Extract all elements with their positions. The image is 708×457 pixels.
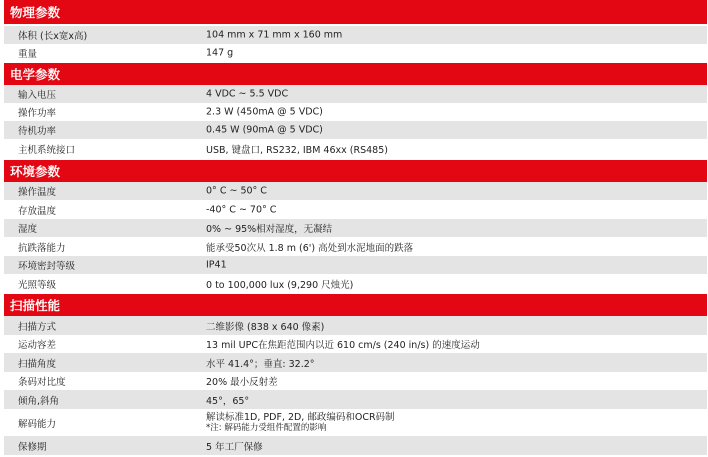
spec-row bbox=[4, 121, 707, 139]
spec-label: 倾角,斜角 bbox=[18, 395, 60, 407]
spec-value: 5 年工厂保修 bbox=[206, 441, 263, 453]
spec-row bbox=[4, 372, 707, 390]
spec-label: 主机系统接口 bbox=[18, 144, 76, 156]
spec-label: 操作温度 bbox=[18, 187, 57, 198]
spec-label: 扫描角度 bbox=[18, 358, 57, 370]
spec-label: 解码能力 bbox=[18, 418, 57, 430]
spec-row bbox=[4, 219, 707, 237]
spec-label: 运动容差 bbox=[18, 340, 57, 351]
spec-row bbox=[4, 409, 707, 436]
spec-value: 4 VDC ~ 5.5 VDC bbox=[206, 88, 289, 100]
spec-value: 104 mm x 71 mm x 160 mm bbox=[206, 29, 343, 41]
spec-label: 光照等级 bbox=[18, 279, 57, 291]
spec-value: 2.3 W (450mA @ 5 VDC) bbox=[206, 106, 323, 118]
spec-label: 重量 bbox=[18, 49, 38, 60]
section-header-environmental bbox=[4, 160, 707, 182]
spec-value: 二维影像 (838 x 640 像素) bbox=[206, 321, 325, 333]
spec-row bbox=[4, 237, 707, 256]
spec-row bbox=[4, 200, 707, 219]
spec-row bbox=[4, 274, 707, 293]
spec-row bbox=[4, 103, 707, 121]
spec-value-main: 解读标准1D, PDF, 2D, 邮政编码和OCR码制 bbox=[206, 411, 395, 423]
spec-value: 147 g bbox=[206, 47, 234, 59]
section-header-electrical bbox=[4, 63, 707, 85]
spec-value: 0 to 100,000 lux (9,290 尺烛光) bbox=[206, 279, 354, 291]
spec-label: 湿度 bbox=[18, 224, 38, 235]
spec-row bbox=[4, 44, 707, 62]
spec-label: 输入电压 bbox=[18, 90, 57, 101]
section-header-performance bbox=[4, 294, 707, 316]
spec-label: 抗跌落能力 bbox=[18, 242, 66, 254]
spec-row bbox=[4, 390, 707, 409]
spec-value: 0° C ~ 50° C bbox=[206, 185, 267, 197]
spec-value: 20% 最小反射差 bbox=[206, 377, 278, 388]
spec-label: 操作功率 bbox=[18, 108, 57, 119]
spec-row bbox=[4, 436, 707, 455]
spec-value: 0.45 W (90mA @ 5 VDC) bbox=[206, 124, 323, 136]
spec-value bbox=[206, 412, 395, 434]
spec-label: 扫描方式 bbox=[18, 321, 57, 333]
spec-row bbox=[4, 353, 707, 372]
section-title: 物理参数 bbox=[10, 5, 61, 20]
spec-value: IP41 bbox=[206, 259, 227, 271]
spec-value-note: *注: 解码能力受组件配置的影响 bbox=[206, 422, 327, 433]
spec-label: 存放温度 bbox=[18, 205, 57, 217]
spec-row bbox=[4, 85, 707, 103]
spec-row bbox=[4, 139, 707, 158]
section-title: 扫描性能 bbox=[10, 298, 61, 313]
spec-row bbox=[4, 182, 707, 200]
section-title: 电学参数 bbox=[10, 67, 61, 82]
spec-label: 待机功率 bbox=[18, 126, 57, 137]
spec-row bbox=[4, 26, 707, 44]
spec-value: 0% ~ 95%相对湿度，无凝结 bbox=[206, 224, 333, 235]
spec-row bbox=[4, 316, 707, 335]
section-header-physical bbox=[4, 0, 707, 24]
spec-label: 保修期 bbox=[18, 441, 47, 453]
spec-label: 条码对比度 bbox=[18, 377, 66, 388]
spec-value: 水平 41.4°；垂直: 32.2° bbox=[206, 358, 315, 370]
spec-label: 环境密封等级 bbox=[18, 261, 76, 272]
spec-row bbox=[4, 335, 707, 353]
spec-value: 13 mil UPC在焦距范围内以近 610 cm/s (240 in/s) 的速度运动 bbox=[206, 340, 480, 351]
spec-label: 体积 (长x宽x高) bbox=[18, 31, 88, 42]
spec-row bbox=[4, 256, 707, 274]
spec-value: USB, 键盘口, RS232, IBM 46xx (RS485) bbox=[206, 144, 388, 156]
spec-value: 45°，65° bbox=[206, 395, 250, 407]
spec-value: 能承受50次从 1.8 m (6') 高处到水泥地面的跌落 bbox=[206, 242, 414, 254]
section-title: 环境参数 bbox=[10, 164, 61, 179]
spec-value: -40° C ~ 70° C bbox=[206, 204, 277, 215]
